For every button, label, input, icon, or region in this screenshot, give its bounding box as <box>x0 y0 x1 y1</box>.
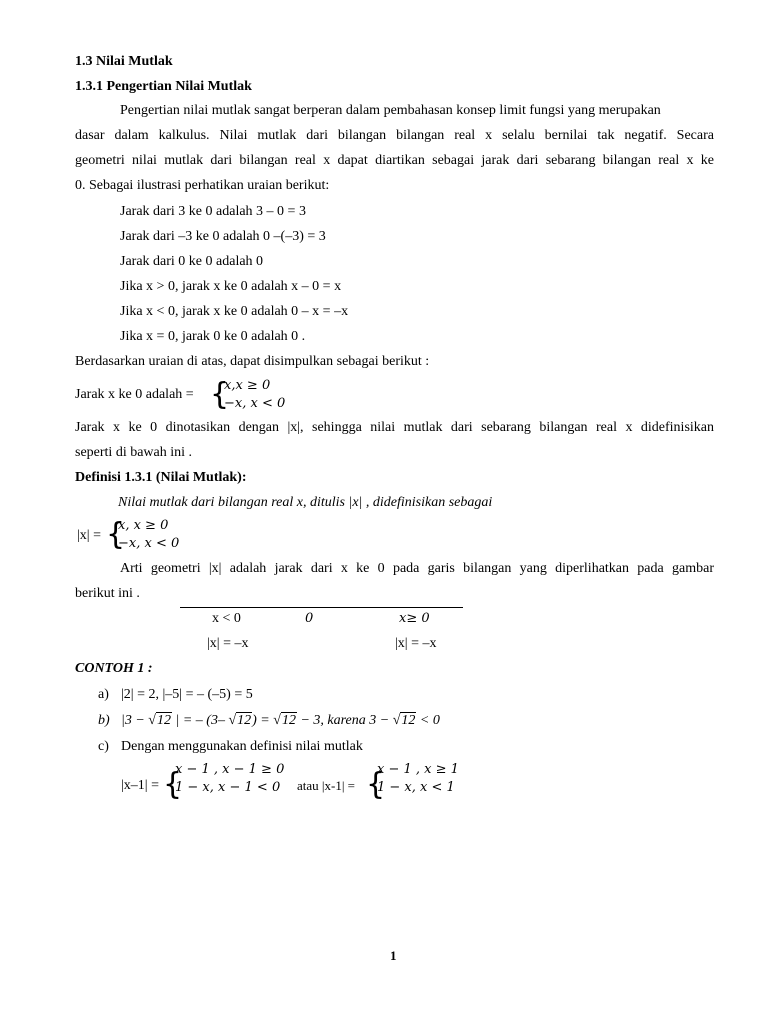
illustration-item: Jarak dari 3 ke 0 adalah 3 – 0 = 3 <box>120 204 306 219</box>
case-row: x,x ≥ 0 <box>224 378 271 393</box>
left-brace: { <box>366 767 386 802</box>
case-row: x, x ≥ 0 <box>118 518 169 533</box>
case-row: −x, x < 0 <box>118 536 180 551</box>
subsection-heading: 1.3.1 Pengertian Nilai Mutlak <box>75 79 252 94</box>
paragraph-line: seperti di bawah ini . <box>75 445 193 460</box>
expr-part: < 0 <box>416 713 440 728</box>
paragraph-line: berikut ini . <box>75 586 140 601</box>
case-row: 1 − x, x − 1 < 0 <box>175 780 281 795</box>
illustration-item: Jika x = 0, jarak 0 ke 0 adalah 0 . <box>120 329 306 344</box>
sqrt-symbol: √ <box>273 713 281 728</box>
atau-label: atau |x-1| = <box>297 778 356 793</box>
expr-part: ) = <box>252 713 274 728</box>
sqrt-radicand: 12 <box>237 713 252 728</box>
numberline-left-label: x < 0 <box>212 611 241 626</box>
list-marker: b) <box>98 713 110 728</box>
left-brace: { <box>210 377 230 412</box>
example-c-text: Dengan menggunakan definisi nilai mutlak <box>121 739 363 754</box>
paragraph-line: 0. Sebagai ilustrasi perhatikan uraian berikut: <box>75 178 330 193</box>
case-row: 1 − x, x < 1 <box>377 780 455 795</box>
numberline-zero-label: 0 <box>305 611 314 626</box>
paragraph-line: Jarak x ke 0 dinotasikan dengan |x|, sehingga nilai mutlak dari sebarang bilangan real x didefinisikan <box>75 420 714 435</box>
sqrt-symbol: √ <box>228 713 237 728</box>
illustration-item: Jika x < 0, jarak x ke 0 adalah 0 – x = –x <box>120 304 349 319</box>
sqrt-radicand: 12 <box>281 713 296 728</box>
sqrt-radicand: 12 <box>401 713 416 728</box>
jarak-label: Jarak x ke 0 adalah = <box>75 387 194 402</box>
piecewise-label: |x–1| = <box>121 778 160 793</box>
paragraph-line: Arti geometri |x| adalah jarak dari x ke 0 pada garis bilangan yang diperlihatkan pada gambar <box>120 561 714 576</box>
paragraph-line: dasar dalam kalkulus. Nilai mutlak dari bilangan bilangan real x selalu bernilai tak negatif. Secara <box>75 128 714 143</box>
example-b-expression <box>121 713 440 729</box>
numberline-right-label: x≥ 0 <box>399 611 430 626</box>
case-row: x − 1 , x − 1 ≥ 0 <box>175 762 285 777</box>
conclusion-text: Berdasarkan uraian di atas, dapat disimpulkan sebagai berikut : <box>75 354 430 369</box>
number-line <box>180 607 463 608</box>
sqrt-symbol: √ <box>148 713 156 728</box>
expr-part: | = – (3– <box>171 713 229 728</box>
paragraph-line: geometri nilai mutlak dari bilangan real x dapat diartikan sebagai jarak dari sebarang bilangan real x ke <box>75 153 714 168</box>
left-brace: { <box>106 517 126 552</box>
illustration-item: Jika x > 0, jarak x ke 0 adalah x – 0 = x <box>120 279 342 294</box>
illustration-item: Jarak dari 0 ke 0 adalah 0 <box>120 254 264 269</box>
left-brace: { <box>163 767 183 802</box>
list-marker: a) <box>98 687 109 702</box>
page-number: 1 <box>390 948 397 963</box>
case-row: x − 1 , x ≥ 1 <box>377 762 459 777</box>
expr-part: − 3, karena 3 − <box>296 713 393 728</box>
sqrt-symbol: √ <box>392 713 401 728</box>
definition-label: |x| = <box>77 528 102 543</box>
list-marker: c) <box>98 739 109 754</box>
definition-statement: Nilai mutlak dari bilangan real x, ditulis |x| , didefinisikan sebagai <box>118 495 493 510</box>
example-title: CONTOH 1 : <box>75 661 153 676</box>
section-heading: 1.3 Nilai Mutlak <box>75 54 173 69</box>
paragraph-line: Pengertian nilai mutlak sangat berperan dalam pembahasan konsep limit fungsi yang merupakan <box>120 103 661 118</box>
expr-part: |3 − <box>121 713 149 728</box>
example-a-text: |2| = 2, |–5| = – (–5) = 5 <box>121 687 253 702</box>
numberline-left-value: |x| = –x <box>207 636 249 651</box>
case-row: −x, x < 0 <box>224 396 286 411</box>
illustration-item: Jarak dari –3 ke 0 adalah 0 –(–3) = 3 <box>120 229 326 244</box>
definition-title: Definisi 1.3.1 (Nilai Mutlak): <box>75 470 247 485</box>
numberline-right-value: |x| = –x <box>395 636 437 651</box>
sqrt-radicand: 12 <box>156 713 171 728</box>
